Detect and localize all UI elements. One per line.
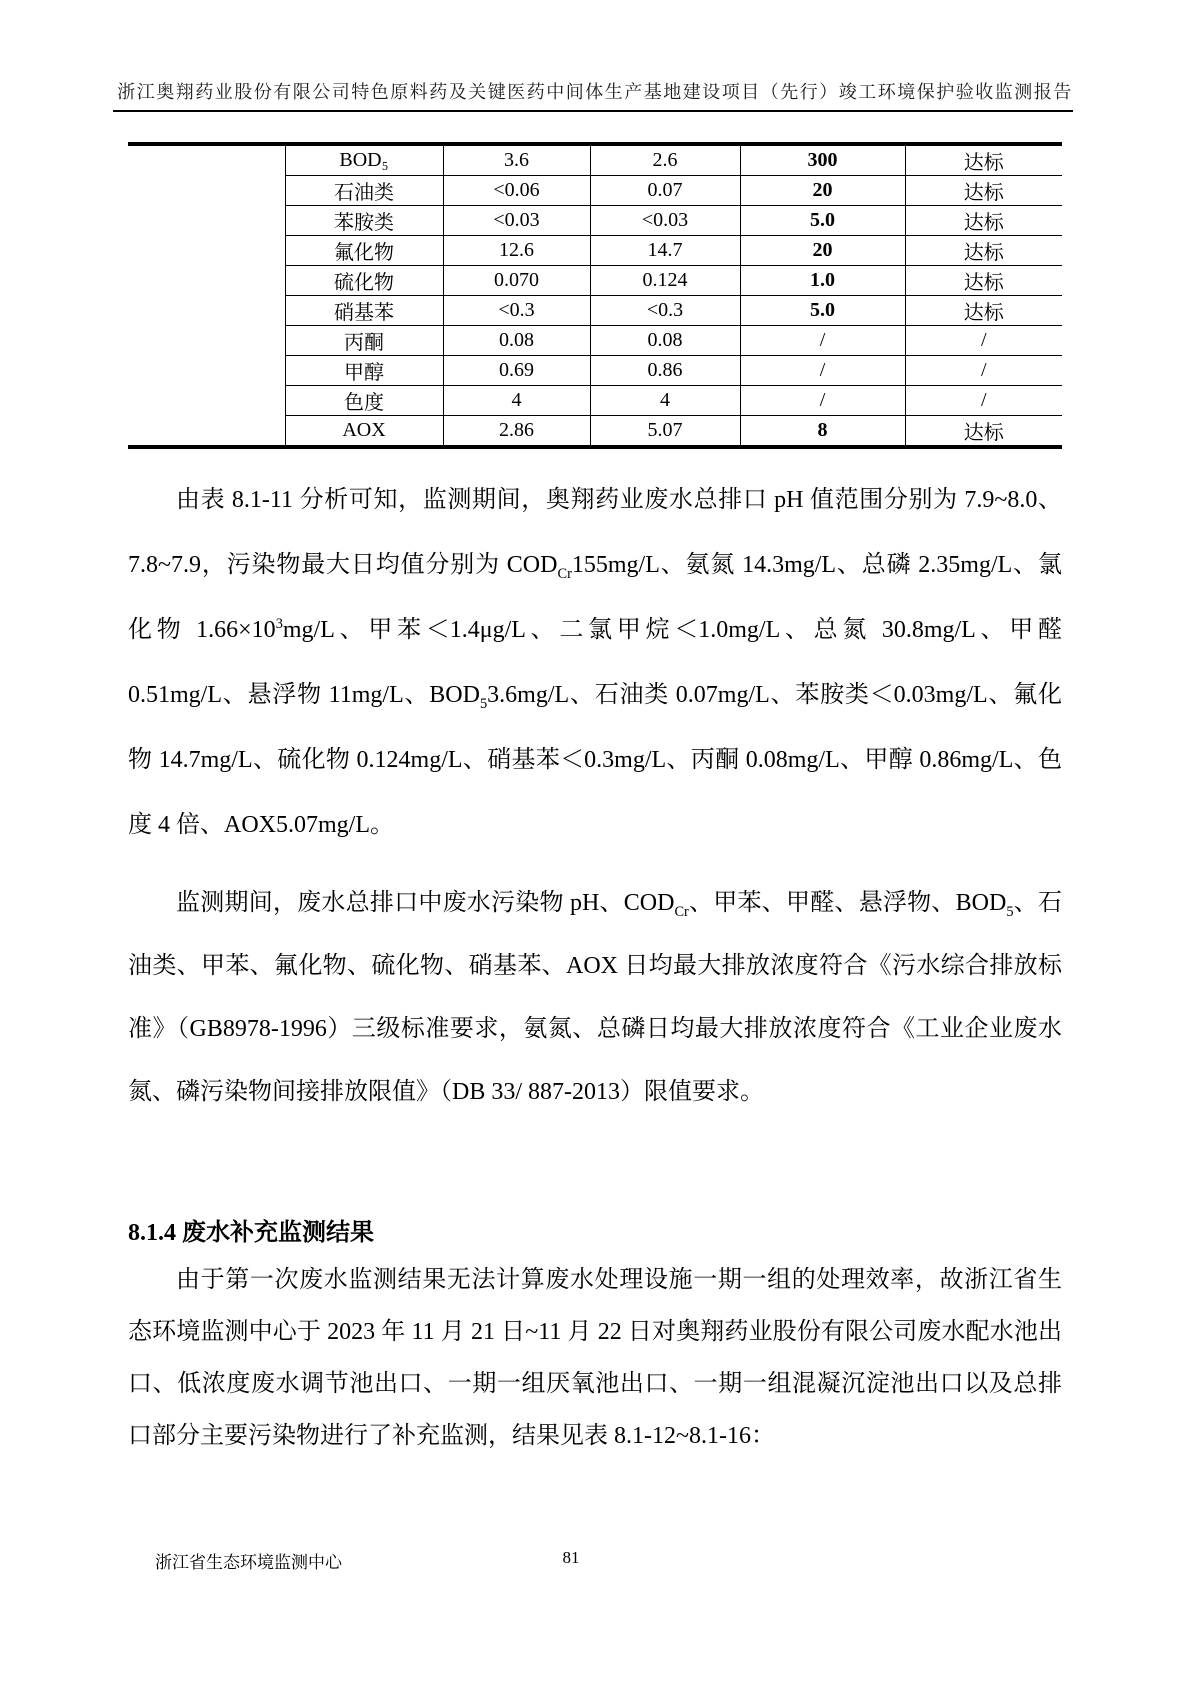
header-divider (113, 110, 1073, 112)
value-cell: 0.070 (443, 266, 590, 296)
standard-cell: 1.0 (740, 266, 905, 296)
value-cell: 14.7 (590, 236, 740, 266)
result-cell: / (905, 386, 1062, 416)
standard-cell: 20 (740, 176, 905, 206)
value-cell: <0.03 (590, 206, 740, 236)
analysis-paragraph-2: 监测期间，废水总排口中废水污染物 pH、$COD_{Cr}$、甲苯、甲醛、悬浮物、$BOD_5$、石油类、甲苯、氟化物、硫化物、硝基苯、AOX 日均最大排放浓度符合《污水综合排放标准》（GB8978-1996）三级标准要求，氨氮、总磷日均最大排放浓度符合《工业企业废水氮、磷污染物间接排放限值》（DB 33/ 887-2013）限值要求。 (128, 890, 1062, 1105)
param-name-cell: 色度 (285, 386, 443, 416)
section-heading-8-1-4: 8.1.4 废水补充监测结果 (128, 1220, 374, 1246)
footer-organization: 浙江省生态环境监测中心 (155, 1553, 342, 1572)
result-cell: 达标 (905, 176, 1062, 206)
result-cell: 达标 (905, 144, 1062, 176)
value-cell: <0.03 (443, 206, 590, 236)
result-cell: / (905, 356, 1062, 386)
value-cell: <0.3 (590, 296, 740, 326)
result-cell: 达标 (905, 236, 1062, 266)
param-name-cell: 硝基苯 (285, 296, 443, 326)
standard-cell: / (740, 326, 905, 356)
param-name-cell: 苯胺类 (285, 206, 443, 236)
param-name-cell: BOD₅ (285, 144, 443, 176)
standard-cell: / (740, 356, 905, 386)
value-cell: 2.6 (590, 144, 740, 176)
result-cell: / (905, 326, 1062, 356)
supplementary-monitoring-paragraph: 由于第一次废水监测结果无法计算废水处理设施一期一组的处理效率，故浙江省生态环境监测中心于 2023 年 11 月 21 日~11 月 22 日对奥翔药业股份有限公司废水配水池出口、低浓度废水调节池出口、一期一组厌氧池出口、一期一组混凝沉淀池出口以及总排口部分主要污染物进行了补充监测，结果见表 8.1-12~8.1-16： (128, 1267, 1062, 1449)
value-cell: 0.124 (590, 266, 740, 296)
standard-cell: 300 (740, 144, 905, 176)
param-name-cell: 硫化物 (285, 266, 443, 296)
page-header-title: 浙江奥翔药业股份有限公司特色原料药及关键医药中间体生产基地建设项目（先行）竣工环境保护验收监测报告 (117, 82, 1073, 102)
value-cell: <0.06 (443, 176, 590, 206)
value-cell: 0.69 (443, 356, 590, 386)
param-name-cell: 氟化物 (285, 236, 443, 266)
result-cell: 达标 (905, 296, 1062, 326)
result-cell: 达标 (905, 416, 1062, 448)
value-cell: 5.07 (590, 416, 740, 448)
wastewater-results-table (128, 142, 1062, 449)
standard-cell: 5.0 (740, 296, 905, 326)
merged-empty-cell (128, 144, 285, 447)
standard-cell: 20 (740, 236, 905, 266)
value-cell: 4 (443, 386, 590, 416)
value-cell: 0.07 (590, 176, 740, 206)
param-name-cell: 丙酮 (285, 326, 443, 356)
value-cell: 3.6 (443, 144, 590, 176)
standard-cell: 8 (740, 416, 905, 448)
result-cell: 达标 (905, 206, 1062, 236)
table-row (128, 144, 1062, 176)
standard-cell: / (740, 386, 905, 416)
value-cell: 0.08 (590, 326, 740, 356)
param-name-cell: 甲醇 (285, 356, 443, 386)
value-cell: <0.3 (443, 296, 590, 326)
value-cell: 4 (590, 386, 740, 416)
result-cell: 达标 (905, 266, 1062, 296)
value-cell: 2.86 (443, 416, 590, 448)
param-name-cell: 石油类 (285, 176, 443, 206)
analysis-paragraph-1: 由表 8.1-11 分析可知，监测期间，奥翔药业废水总排口 pH 值范围分别为 7.9~8.0、7.8~7.9，污染物最大日均值分别为 $COD_{Cr}155mg/L$、氨氮 14.3mg/L、总磷 2.35mg/L、氯化物 $1.66\times 10^3mg/L$、甲苯＜1.4μg/L、二氯甲烷＜1.0mg/L、总氮 30.8mg/L、甲醛 0.51mg/L、悬浮物 11mg/L、$BOD_53.6mg/L$、石油类 0.07mg/L、苯胺类＜0.03mg/L、氟化物 14.7mg/L、硫化物 0.124mg/L、硝基苯＜0.3mg/L、丙酮 0.08mg/L、甲醇 0.86mg/L、色度 4 倍、AOX5.07mg/L。 (128, 487, 1062, 838)
param-name-cell: AOX (285, 416, 443, 448)
value-cell: 0.86 (590, 356, 740, 386)
standard-cell: 5.0 (740, 206, 905, 236)
value-cell: 12.6 (443, 236, 590, 266)
footer-page-number: 81 (562, 1548, 580, 1567)
value-cell: 0.08 (443, 326, 590, 356)
